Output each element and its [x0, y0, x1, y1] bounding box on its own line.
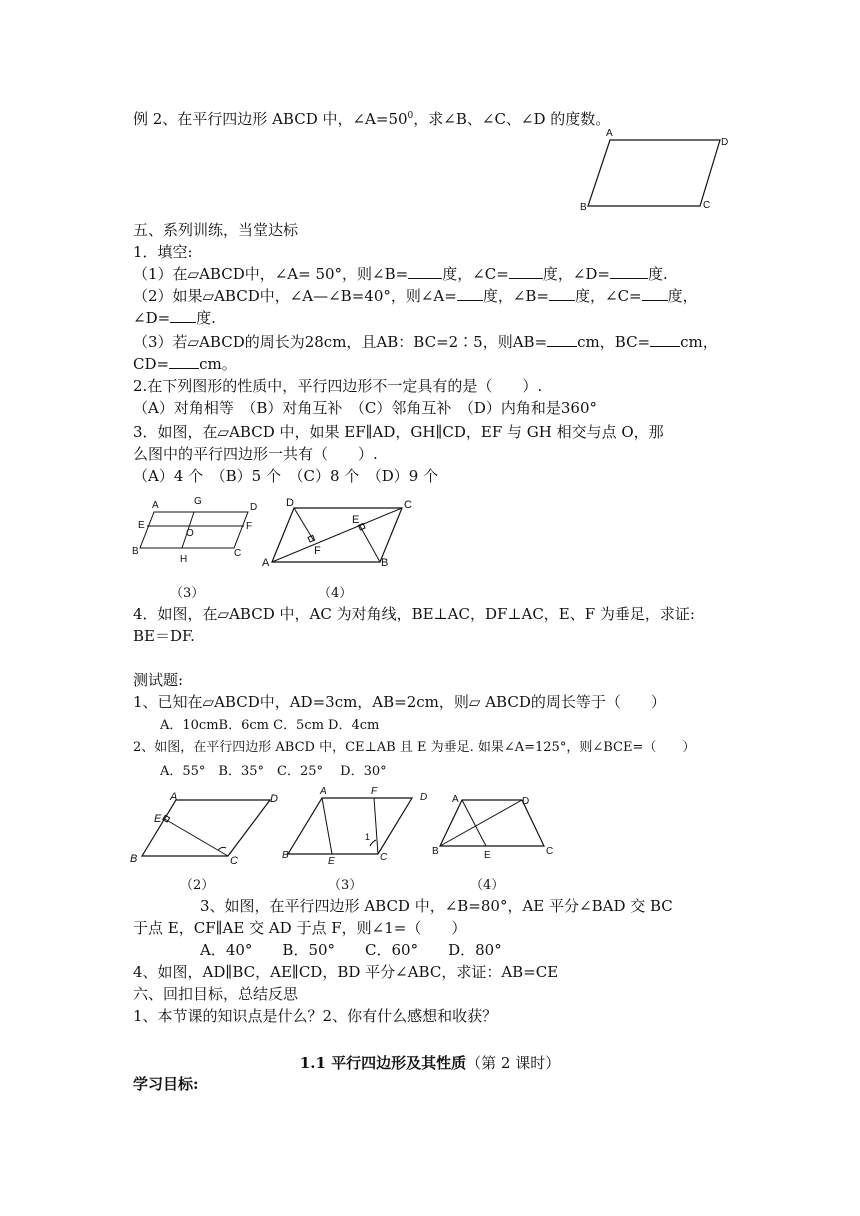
q1-part3-cont — [133, 354, 237, 374]
q1-part2-cont — [133, 308, 216, 328]
t2f-e: E — [154, 813, 162, 825]
test-figure-2 — [128, 790, 288, 865]
section-5-heading: 五、系列训练，当堂达标 — [133, 221, 299, 239]
q3-options: （A）4 个 （B）5 个 （C）8 个 （D）9 个 — [133, 467, 439, 485]
test-figure-4 — [430, 792, 565, 862]
f4-f: F — [314, 545, 321, 557]
blank — [650, 332, 680, 347]
test-figure-3 — [282, 786, 437, 867]
q1-2b: 度，∠B= — [482, 287, 550, 305]
t3f-e: E — [328, 856, 335, 867]
fig3-caption: （3） — [170, 586, 205, 601]
blank — [610, 264, 648, 279]
q1-3b: cm，BC= — [577, 333, 651, 351]
example-2-suffix: ，求∠B、∠C、∠D 的度数。 — [413, 110, 611, 128]
q1-part3 — [133, 332, 718, 352]
q1-2a: （2）如果▱ABCD中，∠A—∠B=40°，则∠A= — [133, 287, 457, 305]
f3-e: E — [138, 520, 145, 531]
q1-3a: （3）若▱ABCD的周长为28cm，且AB：BC=2∶5，则AB= — [133, 333, 548, 351]
f3-c: C — [234, 548, 242, 559]
q2-options: （A）对角相等 （B）对角互补 （C）邻角互补 （D）内角和是360° — [133, 399, 597, 417]
q1-part1 — [133, 264, 668, 284]
parallelogram-figure — [580, 128, 740, 218]
fig4-caption: （4） — [318, 586, 353, 601]
test-cap3: （3） — [328, 878, 363, 893]
q4-line-b: BE＝DF. — [133, 627, 195, 645]
test-heading: 测试题: — [133, 671, 184, 689]
f3-o: O — [186, 528, 194, 539]
f4-e: E — [352, 514, 360, 526]
f4-a: A — [262, 557, 270, 569]
q1-1a: （1）在▱ABCD中，∠A= 50°，则∠B= — [133, 265, 409, 283]
blank — [408, 264, 442, 279]
t2f-d: D — [270, 793, 278, 805]
fig-label-c: C — [703, 200, 711, 211]
section-6-heading: 六、回扣目标，总结反思 — [133, 985, 299, 1003]
figure-4 — [262, 496, 422, 571]
fig-label-d: D — [721, 137, 729, 148]
t1-line: 1、已知在▱ABCD中，AD=3cm，AB=2cm，则▱ ABCD的周长等于（ ） — [133, 693, 666, 711]
fig-label-a: A — [606, 128, 613, 139]
blank — [549, 286, 575, 301]
f3-f: F — [246, 521, 253, 532]
t3-line-b: 于点 E，CF∥AE 交 AD 于点 F，则∠1=（ ） — [133, 919, 467, 937]
t3f-b: B — [282, 850, 289, 861]
q1-2f: 度. — [196, 309, 216, 327]
q1-title: 1．填空: — [133, 243, 193, 261]
t4-line: 4、如图，AD∥BC，AE∥CD，BD 平分∠ABC，求证：AB=CE — [133, 963, 559, 981]
q1-1d: 度. — [648, 265, 668, 283]
lesson-title-rest: （第 2 课时） — [466, 1054, 561, 1072]
q1-2d: 度， — [667, 287, 698, 305]
q1-3d: CD= — [133, 355, 170, 373]
t3-line-a: 3、如图，在平行四边形 ABCD 中，∠B=80°，AE 平分∠BAD 交 BC — [200, 897, 673, 915]
t3f-1: 1 — [365, 832, 371, 842]
t4f-c: C — [546, 846, 554, 857]
q4-line-a: 4．如图，在▱ABCD 中，AC 为对角线，BE⊥AC，DF⊥AC，E、F 为垂足，求证: — [133, 605, 695, 623]
t4f-a: A — [452, 794, 459, 805]
q3-line-b: 么图中的平行四边形一共有（ ）. — [133, 445, 378, 463]
learning-goals: 学习目标: — [133, 1075, 199, 1093]
f3-b: B — [132, 546, 139, 557]
q1-3c: cm， — [680, 333, 718, 351]
q1-3e: cm。 — [199, 355, 237, 373]
figure-3 — [130, 496, 260, 571]
section-6-question: 1、本节课的知识点是什么？2、你有什么感想和收获？ — [133, 1007, 498, 1025]
q1-1c: 度，∠D= — [542, 265, 610, 283]
blank — [457, 286, 483, 301]
q1-2e: ∠D= — [133, 309, 171, 327]
example-2-line — [133, 106, 610, 129]
example-2-sup: 0 — [407, 111, 414, 121]
t4f-b: B — [432, 846, 439, 857]
example-2-prefix: 例 2、在平行四边形 ABCD 中，∠A=50 — [133, 110, 408, 128]
t3f-c: C — [380, 852, 388, 863]
t2f-b: B — [130, 853, 138, 865]
test-cap4: （4） — [470, 878, 505, 893]
t3f-f: F — [371, 786, 378, 797]
q1-2c: 度，∠C= — [575, 287, 642, 305]
fig-label-b: B — [580, 202, 587, 213]
f4-c: C — [404, 499, 412, 511]
test-cap2: （2） — [180, 878, 215, 893]
t2f-a: A — [170, 791, 178, 803]
t2-line: 2、如图，在平行四边形 ABCD 中，CE⊥AB 且 E 为垂足. 如果∠A=125°，则∠BCE=（ ） — [133, 740, 696, 755]
f3-d: D — [250, 502, 258, 513]
t1-options: A．10cmB．6cm C．5cm D．4cm — [160, 718, 380, 733]
f3-h: H — [180, 554, 188, 565]
t2f-c: C — [230, 855, 238, 867]
blank — [509, 264, 543, 279]
blank — [169, 354, 199, 369]
t3f-a: A — [320, 786, 327, 797]
q3-line-a: 3．如图，在▱ABCD 中，如果 EF∥AD，GH∥CD，EF 与 GH 相交与点 O，那 — [133, 423, 664, 441]
lesson-title-bold: 1.1 平行四边形及其性质 — [299, 1054, 467, 1072]
t4f-d: D — [522, 796, 530, 807]
t3f-d: D — [420, 792, 428, 803]
t4f-e: E — [484, 850, 491, 861]
blank — [170, 308, 196, 323]
f3-a: A — [152, 500, 159, 511]
f4-b: B — [381, 557, 389, 569]
blank — [642, 286, 668, 301]
q2-line: 2.在下列图形的性质中，平行四边形不一定具有的是（ ）. — [133, 377, 543, 395]
f3-g: G — [194, 496, 202, 507]
q1-part2 — [133, 286, 698, 306]
lesson-title — [0, 1052, 860, 1073]
f4-d: D — [286, 497, 294, 509]
blank — [547, 332, 577, 347]
t3-options: A．40° B．50° C．60° D．80° — [200, 941, 502, 959]
q1-1b: 度，∠C= — [442, 265, 509, 283]
t2-options: A．55° B．35° C．25° D．30° — [160, 764, 387, 779]
